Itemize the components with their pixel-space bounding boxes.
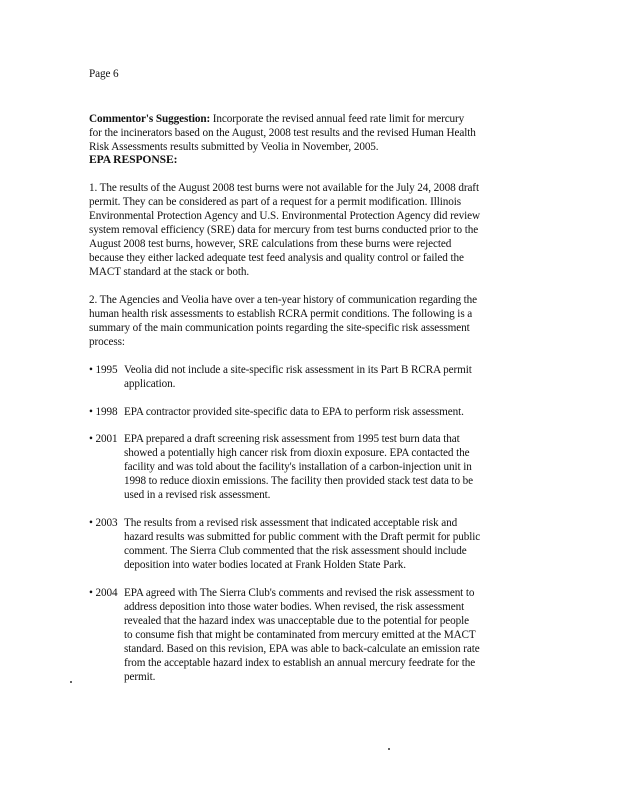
bullet-line: EPA agreed with The Sierra Club's comments and revised the risk assessment to xyxy=(124,587,475,599)
para2-line: 2. The Agencies and Veolia have over a ten-year history of communication regarding the xyxy=(89,294,478,306)
bullet-line: revealed that the hazard index was unacceptable due to the potential for people xyxy=(124,615,469,627)
bullet-marker-1995: • 1995 xyxy=(89,364,118,376)
bullet-line: comment. The Sierra Club commented that the risk assessment should include xyxy=(124,545,467,557)
bullet-line: address deposition into those water bodies. When revised, the risk assessment xyxy=(124,601,465,613)
bullet-marker-1998: • 1998 xyxy=(89,406,118,418)
para2-line: process: xyxy=(89,336,125,348)
bullet-line: deposition into water bodies located at Frank Holden State Park. xyxy=(124,559,406,571)
bullet-marker-2001: • 2001 xyxy=(89,433,118,445)
bullet-line: application. xyxy=(124,378,176,390)
bullet-line: hazard results was submitted for public comment with the Draft permit for public xyxy=(124,531,481,543)
suggestion-line-1 xyxy=(89,112,464,126)
para2-line: human health risk assessments to establish RCRA permit conditions. The following is a xyxy=(89,308,473,320)
scan-speck xyxy=(70,681,72,683)
bullet-line: to consume fish that might be contaminated from mercury emitted at the MACT xyxy=(124,629,476,641)
bullet-line: EPA prepared a draft screening risk assessment from 1995 test burn data that xyxy=(124,433,460,445)
bullet-line: The results from a revised risk assessment that indicated acceptable risk and xyxy=(124,517,458,529)
para2-line: summary of the main communication points regarding the site-specific risk assessment xyxy=(89,322,470,334)
bullet-line: EPA contractor provided site-specific data to EPA to perform risk assessment. xyxy=(124,406,464,418)
bullet-marker-2004: • 2004 xyxy=(89,587,118,599)
bullet-line: Veolia did not include a site-specific risk assessment in its Part B RCRA permit xyxy=(124,364,472,376)
page-number: Page 6 xyxy=(89,68,119,80)
suggestion-label: Commentor's Suggestion: xyxy=(89,113,211,125)
para1-line: Environmental Protection Agency and U.S. Environmental Protection Agency did review xyxy=(89,210,480,222)
para1-line: August 2008 test burns, however, SRE calculations from these burns were rejected xyxy=(89,238,452,250)
bullet-line: standard. Based on this revision, EPA was able to back-calculate an emission rate xyxy=(124,643,480,655)
suggestion-line-3: Risk Assessments results submitted by Veolia in November, 2005. xyxy=(89,141,379,153)
bullet-line: from the acceptable hazard index to establish an annual mercury feedrate for the xyxy=(124,657,476,669)
response-heading: EPA RESPONSE: xyxy=(89,153,178,166)
para1-line: permit. They can be considered as part of a request for a permit modification. Illinois xyxy=(89,196,461,208)
suggestion-line-2: for the incinerators based on the August, 2008 test results and the revised Human Health xyxy=(89,127,476,139)
para1-line: MACT standard at the stack or both. xyxy=(89,266,250,278)
para1-line: because they either lacked adequate test feed analysis and quality control or failed the xyxy=(89,252,464,264)
scan-speck xyxy=(388,748,390,750)
para1-line: 1. The results of the August 2008 test burns were not available for the July 24, 2008 draft xyxy=(89,182,479,194)
bullet-line: used in a revised risk assessment. xyxy=(124,489,271,501)
bullet-line: showed a potentially high cancer risk from dioxin exposure. EPA contacted the xyxy=(124,447,470,459)
suggestion-text-1: Incorporate the revised annual feed rate limit for mercury xyxy=(212,113,465,125)
bullet-marker-2003: • 2003 xyxy=(89,517,118,529)
bullet-line: permit. xyxy=(124,671,156,683)
para1-line: system removal efficiency (SRE) data for mercury from test burns conducted prior to the xyxy=(89,224,479,236)
bullet-line: facility and was told about the facility's installation of a carbon-injection unit in xyxy=(124,461,472,473)
bullet-line: 1998 to reduce dioxin emissions. The facility then provided stack test data to be xyxy=(124,475,473,487)
